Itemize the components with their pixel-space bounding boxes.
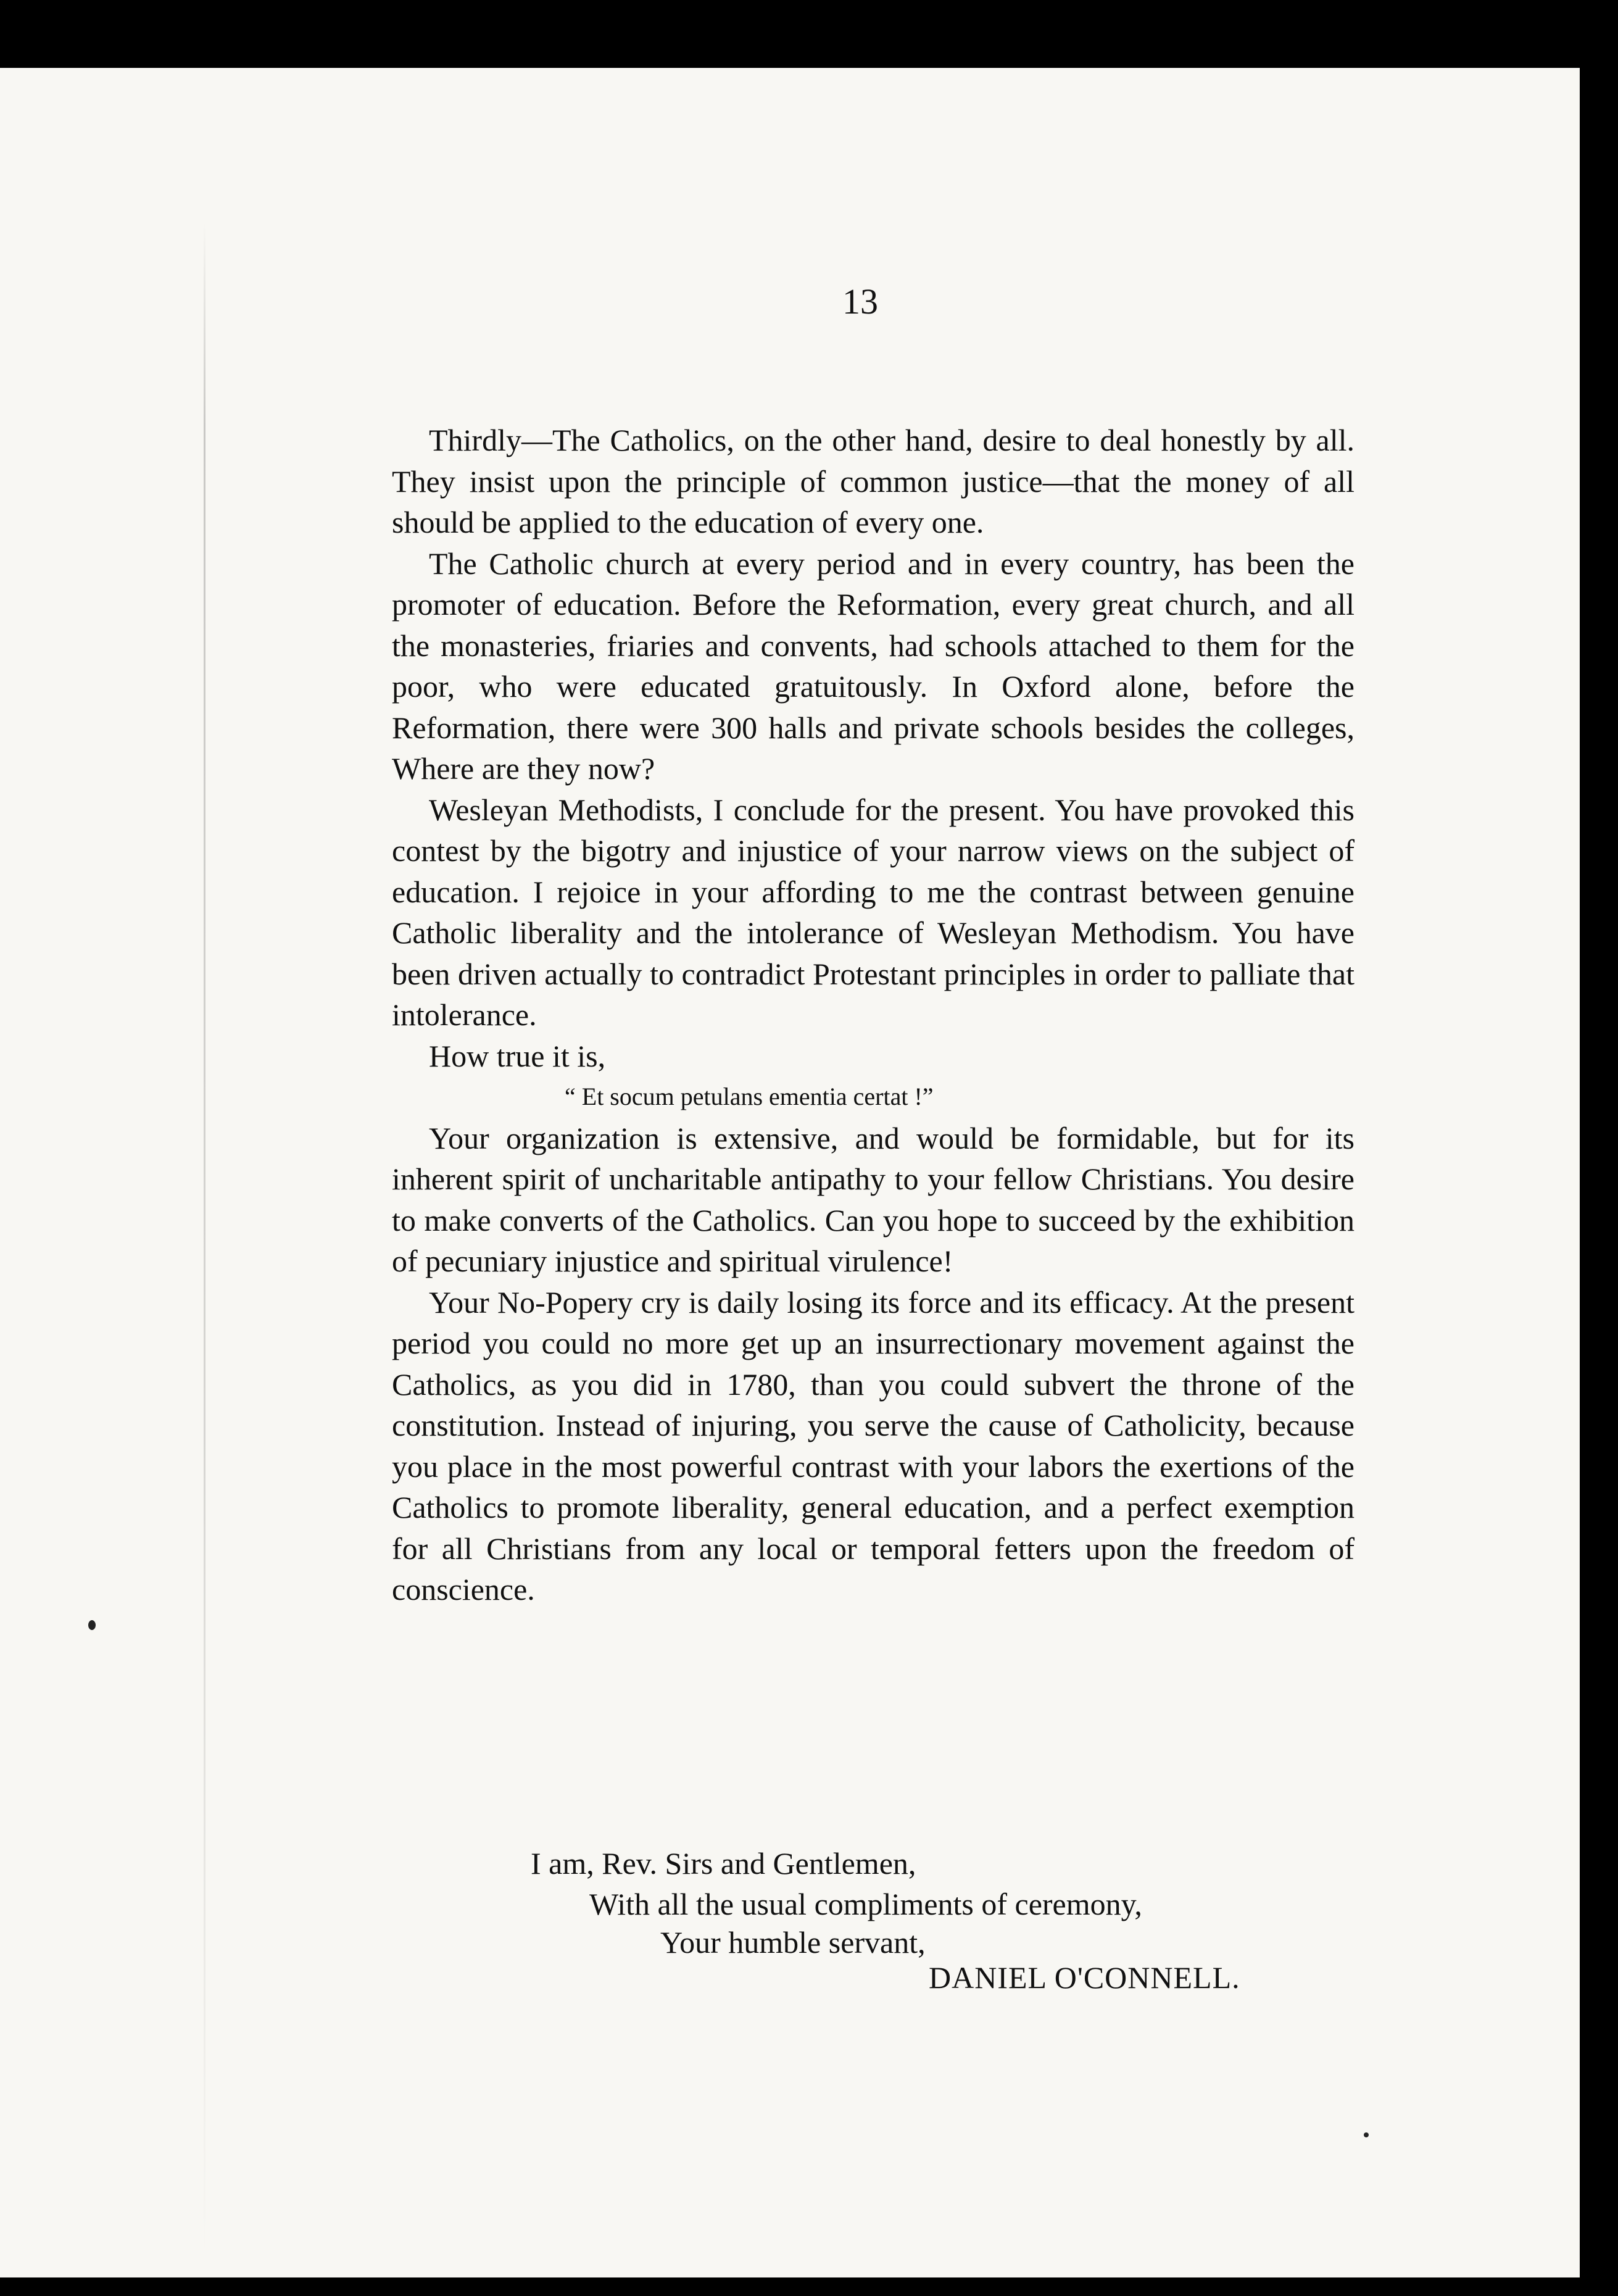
paragraph-thirdly: Thirdly—The Catholics, on the other hand, desire to deal honestly by all. They insist upon the principle of common justice—that the money of all should be applied to the education of every one. — [392, 423, 1355, 539]
paragraph-no-popery: Your No-Popery cry is daily losing its force and its efficacy. At the present period you could no more get up an insurrectionary movement against the Catholics, as you did in 1780, than you could subvert the throne of the constitution. Instead of injuring, you serve the cause of Catholicity, because you place in the most powerful contrast with your labors the exertions of the Catholics to promote liberality, general education, and a perfect exemption for all Christians from any local or temporal fetters upon the freedom of conscience. — [392, 1284, 1355, 1607]
closing-line-1: I am, Rev. Sirs and Gentlemen, — [531, 1846, 916, 1881]
closing-line-2: With all the usual compliments of ceremony, — [589, 1887, 1142, 1921]
paragraph-catholic-church: The Catholic church at every period and in every country, has been the promoter of education. Before the Reformation, every great church, and all the monasteries, friaries and convents, had schools attached to them for the poor, who were educated gratuitously. In Oxford alone, before the Reformation, there were 300 halls and private schools besides the colleges, Where are they now? — [392, 546, 1355, 786]
ink-speck — [88, 1620, 96, 1630]
paragraph-wesleyan: Wesleyan Methodists, I conclude for the present. You have provoked this contest by the bigotry and injustice of your narrow views on the subject of education. I rejoice in your affording to me the contrast between genuine Catholic liberality and the intolerance of Wesleyan Methodism. You have been driven actually to contradict Protestant principles in order to palliate that intolerance. — [392, 792, 1355, 1032]
page-number: 13 — [842, 281, 878, 322]
paragraph-organization: Your organization is extensive, and would be formidable, but for its inherent spirit of uncharitable antipathy to your fellow Christians. You desire to make converts of the Catholics. Can you hope to succeed by the exhibition of pecuniary injustice and spiritual virulence! — [392, 1120, 1355, 1278]
body-text — [392, 420, 1355, 1610]
closing-line-3: Your humble servant, — [660, 1925, 926, 1960]
latin-quote: “ Et socum petulans ementia certat !” — [565, 1083, 934, 1110]
signature: DANIEL O'CONNELL. — [929, 1960, 1240, 1995]
paragraph-how-true: How true it is, — [429, 1038, 606, 1073]
ink-speck — [1364, 2132, 1369, 2137]
binding-gutter — [204, 222, 205, 2259]
